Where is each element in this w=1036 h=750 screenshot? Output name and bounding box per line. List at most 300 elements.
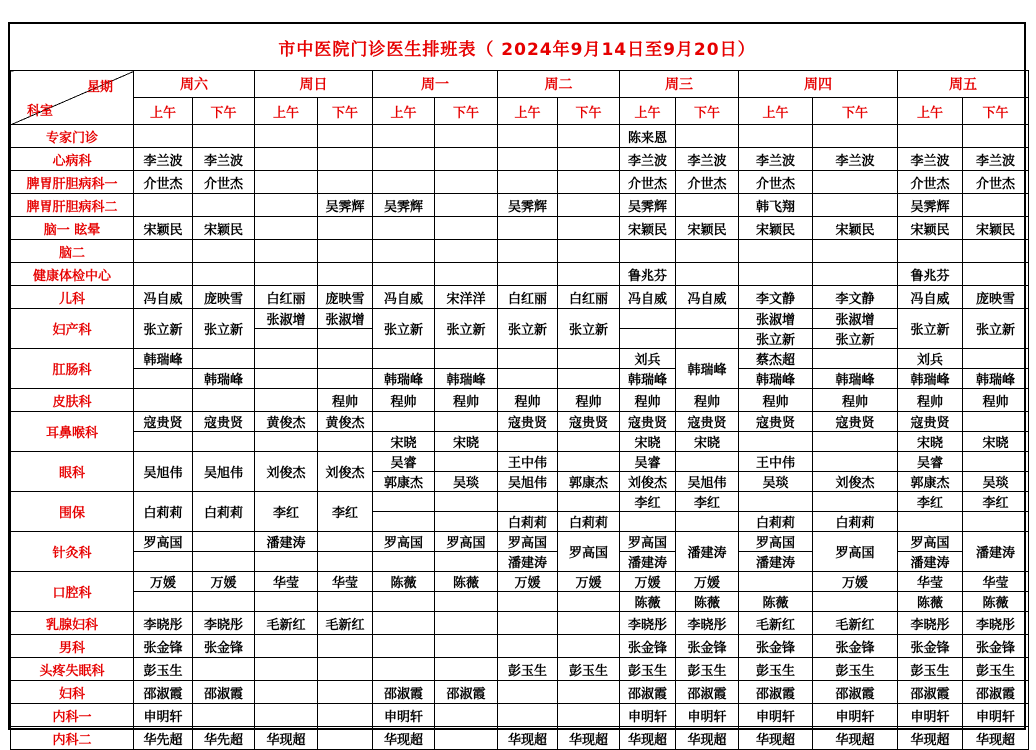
schedule-cell (739, 492, 813, 512)
schedule-cell (318, 592, 373, 612)
schedule-cell (134, 240, 193, 263)
schedule-cell: 吴睿 (373, 452, 435, 472)
schedule-cell: 韩瑞峰 (435, 369, 498, 389)
schedule-cell (813, 452, 898, 472)
schedule-cell (255, 329, 318, 349)
schedule-cell (813, 240, 898, 263)
schedule-cell: 韩瑞峰 (620, 369, 676, 389)
schedule-cell: 张立新 (739, 329, 813, 349)
schedule-cell: 白红丽 (558, 286, 620, 309)
schedule-cell (255, 432, 318, 452)
schedule-cell: 李晓彤 (676, 612, 739, 635)
dept-name: 男科 (11, 635, 134, 658)
schedule-cell (318, 681, 373, 704)
schedule-cell (318, 349, 373, 369)
schedule-cell: 邵淑霞 (435, 681, 498, 704)
schedule-cell (739, 240, 813, 263)
schedule-cell: 寇贵贤 (193, 412, 255, 432)
schedule-cell: 寇贵贤 (898, 412, 963, 432)
schedule-cell (435, 349, 498, 369)
schedule-cell: 华现超 (676, 727, 739, 750)
schedule-cell (813, 592, 898, 612)
pm-header: 下午 (318, 98, 373, 125)
schedule-cell (558, 432, 620, 452)
schedule-cell: 郭康杰 (373, 472, 435, 492)
schedule-cell: 程帅 (373, 389, 435, 412)
schedule-cell: 蔡杰超 (739, 349, 813, 369)
schedule-cell (963, 512, 1029, 532)
schedule-cell (498, 612, 558, 635)
schedule-cell: 李晓彤 (193, 612, 255, 635)
schedule-cell (318, 263, 373, 286)
pm-header: 下午 (435, 98, 498, 125)
schedule-cell: 王中伟 (739, 452, 813, 472)
schedule-cell: 吴旭伟 (676, 472, 739, 492)
schedule-cell: 介世杰 (134, 171, 193, 194)
schedule-cell (193, 658, 255, 681)
schedule-cell (373, 171, 435, 194)
schedule-cell: 陈薇 (373, 572, 435, 592)
schedule-cell (498, 125, 558, 148)
schedule-cell (963, 452, 1029, 472)
schedule-cell: 万媛 (676, 572, 739, 592)
schedule-cell: 鲁兆芬 (620, 263, 676, 286)
corner-week-label: 星期 (86, 80, 113, 95)
schedule-cell: 冯自威 (134, 286, 193, 309)
schedule-cell: 李兰波 (813, 148, 898, 171)
schedule-cell: 介世杰 (963, 171, 1029, 194)
schedule-table (10, 70, 1029, 750)
schedule-cell: 鲁兆芬 (898, 263, 963, 286)
schedule-cell: 宋颖民 (620, 217, 676, 240)
schedule-cell (373, 148, 435, 171)
schedule-cell (193, 704, 255, 727)
schedule-cell: 潘建涛 (620, 552, 676, 572)
schedule-cell: 程帅 (435, 389, 498, 412)
schedule-cell: 宋颖民 (963, 217, 1029, 240)
schedule-cell: 刘俊杰 (255, 452, 318, 492)
schedule-cell (255, 194, 318, 217)
schedule-cell (373, 612, 435, 635)
schedule-cell: 介世杰 (676, 171, 739, 194)
dept-name: 脾胃肝胆病科一 (11, 171, 134, 194)
schedule-cell (134, 592, 193, 612)
schedule-cell (498, 349, 558, 369)
schedule-cell: 吴睿 (898, 452, 963, 472)
schedule-cell: 申明轩 (620, 704, 676, 727)
schedule-cell: 宋晓 (963, 432, 1029, 452)
dept-name: 头疼失眠科 (11, 658, 134, 681)
schedule-cell: 彭玉生 (813, 658, 898, 681)
schedule-cell: 李红 (318, 492, 373, 532)
schedule-cell: 陈薇 (739, 592, 813, 612)
schedule-cell: 邵淑霞 (963, 681, 1029, 704)
schedule-cell: 韩瑞峰 (963, 369, 1029, 389)
dept-name: 心病科 (11, 148, 134, 171)
schedule-cell: 吴霁辉 (373, 194, 435, 217)
schedule-cell (676, 194, 739, 217)
schedule-cell (620, 240, 676, 263)
schedule-cell: 张金锋 (739, 635, 813, 658)
schedule-cell (318, 727, 373, 750)
schedule-cell (435, 612, 498, 635)
schedule-cell: 彭玉生 (676, 658, 739, 681)
schedule-cell (558, 263, 620, 286)
schedule-cell (498, 635, 558, 658)
schedule-cell (558, 592, 620, 612)
schedule-cell: 宋晓 (898, 432, 963, 452)
schedule-cell: 程帅 (318, 389, 373, 412)
schedule-cell: 张金锋 (676, 635, 739, 658)
schedule-cell (676, 309, 739, 329)
schedule-cell: 华现超 (813, 727, 898, 750)
schedule-cell (255, 349, 318, 369)
schedule-cell (318, 217, 373, 240)
schedule-cell (134, 552, 193, 572)
schedule-cell: 冯自威 (898, 286, 963, 309)
schedule-cell: 申明轩 (963, 704, 1029, 727)
schedule-cell: 邵淑霞 (676, 681, 739, 704)
schedule-cell: 韩瑞峰 (898, 369, 963, 389)
schedule-cell: 寇贵贤 (498, 412, 558, 432)
dept-name: 皮肤科 (11, 389, 134, 412)
schedule-cell (498, 369, 558, 389)
schedule-cell (558, 194, 620, 217)
schedule-cell (435, 412, 498, 432)
schedule-cell (373, 217, 435, 240)
schedule-cell (255, 681, 318, 704)
schedule-cell: 郭康杰 (558, 472, 620, 492)
schedule-cell: 宋颖民 (898, 217, 963, 240)
dept-name: 乳腺妇科 (11, 612, 134, 635)
schedule-cell (676, 125, 739, 148)
schedule-cell: 宋晓 (676, 432, 739, 452)
schedule-cell (435, 492, 498, 512)
schedule-cell (498, 432, 558, 452)
schedule-cell (498, 240, 558, 263)
dept-name: 专家门诊 (11, 125, 134, 148)
schedule-cell: 潘建涛 (498, 552, 558, 572)
am-header: 上午 (739, 98, 813, 125)
schedule-cell: 华先超 (193, 727, 255, 750)
schedule-cell: 李晓彤 (620, 612, 676, 635)
schedule-cell: 庞映雪 (318, 286, 373, 309)
schedule-cell: 万媛 (813, 572, 898, 592)
schedule-cell (558, 171, 620, 194)
schedule-cell: 宋颖民 (813, 217, 898, 240)
schedule-cell (620, 309, 676, 329)
day-header-7: 周五 (898, 71, 1029, 98)
schedule-cell (193, 240, 255, 263)
schedule-cell (193, 349, 255, 369)
schedule-cell: 陈薇 (963, 592, 1029, 612)
schedule-cell (963, 194, 1029, 217)
schedule-cell: 华现超 (739, 727, 813, 750)
schedule-cell (373, 592, 435, 612)
corner-dept-label: 科室 (27, 104, 54, 119)
schedule-cell (318, 125, 373, 148)
schedule-cell: 华现超 (373, 727, 435, 750)
dept-name: 针灸科 (11, 532, 134, 572)
schedule-cell (498, 592, 558, 612)
schedule-cell (813, 263, 898, 286)
schedule-cell (676, 329, 739, 349)
schedule-cell: 李文静 (813, 286, 898, 309)
dept-name: 脑一 眩晕 (11, 217, 134, 240)
dept-name: 肛肠科 (11, 349, 134, 389)
pm-header: 下午 (963, 98, 1029, 125)
dept-name: 口腔科 (11, 572, 134, 612)
schedule-cell: 白莉莉 (558, 512, 620, 532)
title-bar (10, 24, 1024, 70)
schedule-cell (255, 171, 318, 194)
schedule-cell: 介世杰 (739, 171, 813, 194)
schedule-cell: 吴琰 (963, 472, 1029, 492)
schedule-cell (739, 125, 813, 148)
schedule-cell: 华现超 (898, 727, 963, 750)
schedule-cell: 宋颖民 (193, 217, 255, 240)
schedule-cell: 李红 (620, 492, 676, 512)
schedule-cell (255, 635, 318, 658)
schedule-cell: 宋颖民 (676, 217, 739, 240)
dept-name: 脾胃肝胆病科二 (11, 194, 134, 217)
schedule-cell (134, 432, 193, 452)
schedule-cell (255, 148, 318, 171)
schedule-cell: 李红 (898, 492, 963, 512)
dept-name: 眼科 (11, 452, 134, 492)
schedule-cell: 罗高国 (620, 532, 676, 552)
schedule-cell (193, 432, 255, 452)
schedule-cell (134, 194, 193, 217)
schedule-cell: 华莹 (898, 572, 963, 592)
schedule-cell (813, 492, 898, 512)
schedule-cell (373, 263, 435, 286)
schedule-cell (898, 512, 963, 532)
schedule-cell: 吴旭伟 (193, 452, 255, 492)
schedule-cell: 毛新红 (255, 612, 318, 635)
schedule-cell: 张立新 (134, 309, 193, 349)
schedule-cell: 邵淑霞 (813, 681, 898, 704)
schedule-cell (813, 194, 898, 217)
schedule-cell: 申明轩 (676, 704, 739, 727)
schedule-cell (255, 125, 318, 148)
schedule-cell (373, 512, 435, 532)
schedule-cell: 冯自威 (676, 286, 739, 309)
page-title: 市中医院门诊医生排班表（ 2024年9月14日至9月20日） (278, 39, 756, 60)
schedule-cell: 邵淑霞 (898, 681, 963, 704)
schedule-cell (435, 125, 498, 148)
schedule-cell (498, 704, 558, 727)
schedule-cell: 华先超 (134, 727, 193, 750)
schedule-cell: 宋洋洋 (435, 286, 498, 309)
schedule-cell: 宋颖民 (134, 217, 193, 240)
schedule-cell: 寇贵贤 (813, 412, 898, 432)
schedule-cell (558, 635, 620, 658)
schedule-cell: 李兰波 (963, 148, 1029, 171)
schedule-cell: 张立新 (193, 309, 255, 349)
schedule-cell: 白莉莉 (813, 512, 898, 532)
schedule-cell: 李晓彤 (963, 612, 1029, 635)
schedule-cell: 彭玉生 (134, 658, 193, 681)
schedule-cell: 庞映雪 (193, 286, 255, 309)
schedule-cell: 申明轩 (813, 704, 898, 727)
schedule-cell: 彭玉生 (558, 658, 620, 681)
schedule-cell: 张金锋 (193, 635, 255, 658)
schedule-cell: 张立新 (498, 309, 558, 349)
schedule-cell (898, 125, 963, 148)
schedule-cell: 吴霁辉 (498, 194, 558, 217)
schedule-cell: 罗高国 (373, 532, 435, 552)
schedule-cell (373, 412, 435, 432)
schedule-cell: 李兰波 (134, 148, 193, 171)
schedule-cell: 华现超 (255, 727, 318, 750)
schedule-cell: 潘建涛 (898, 552, 963, 572)
day-header-5: 周三 (620, 71, 739, 98)
am-header: 上午 (373, 98, 435, 125)
schedule-cell: 程帅 (898, 389, 963, 412)
day-header-4: 周二 (498, 71, 620, 98)
schedule-cell: 李红 (255, 492, 318, 532)
schedule-cell: 郭康杰 (898, 472, 963, 492)
schedule-cell (373, 125, 435, 148)
schedule-cell (255, 217, 318, 240)
schedule-cell: 毛新红 (739, 612, 813, 635)
schedule-cell (676, 512, 739, 532)
schedule-cell: 陈薇 (435, 572, 498, 592)
schedule-cell (498, 148, 558, 171)
am-header: 上午 (620, 98, 676, 125)
schedule-cell: 张金锋 (620, 635, 676, 658)
schedule-cell (373, 552, 435, 572)
schedule-cell: 张立新 (898, 309, 963, 349)
day-header-3: 周一 (373, 71, 498, 98)
schedule-cell: 张淑增 (739, 309, 813, 329)
schedule-cell: 华莹 (318, 572, 373, 592)
schedule-cell (373, 658, 435, 681)
schedule-cell: 李晓彤 (134, 612, 193, 635)
schedule-cell (739, 263, 813, 286)
schedule-cell (255, 552, 318, 572)
pm-header: 下午 (813, 98, 898, 125)
schedule-cell: 程帅 (963, 389, 1029, 412)
schedule-cell (193, 263, 255, 286)
schedule-cell (558, 125, 620, 148)
schedule-cell (255, 592, 318, 612)
schedule-cell: 华现超 (963, 727, 1029, 750)
dept-name: 脑二 (11, 240, 134, 263)
schedule-cell: 冯自威 (373, 286, 435, 309)
schedule-cell: 罗高国 (558, 532, 620, 572)
schedule-cell (193, 532, 255, 552)
schedule-cell (558, 148, 620, 171)
schedule-cell: 万媛 (558, 572, 620, 592)
schedule-cell: 白莉莉 (739, 512, 813, 532)
dept-name: 妇科 (11, 681, 134, 704)
schedule-cell (435, 171, 498, 194)
schedule-cell: 宋晓 (620, 432, 676, 452)
am-header: 上午 (255, 98, 318, 125)
schedule-cell: 申明轩 (898, 704, 963, 727)
schedule-cell: 王中伟 (498, 452, 558, 472)
schedule-cell: 邵淑霞 (373, 681, 435, 704)
schedule-cell: 吴琰 (435, 472, 498, 492)
schedule-cell: 彭玉生 (620, 658, 676, 681)
schedule-cell (435, 592, 498, 612)
schedule-cell: 李兰波 (739, 148, 813, 171)
schedule-cell (558, 452, 620, 472)
schedule-cell: 韩飞翔 (739, 194, 813, 217)
schedule-cell: 黄俊杰 (318, 412, 373, 432)
schedule-cell: 吴旭伟 (498, 472, 558, 492)
schedule-cell: 介世杰 (898, 171, 963, 194)
schedule-cell: 陈薇 (676, 592, 739, 612)
schedule-cell (134, 125, 193, 148)
schedule-cell: 张立新 (558, 309, 620, 349)
schedule-cell (255, 263, 318, 286)
schedule-cell: 彭玉生 (739, 658, 813, 681)
schedule-cell: 李晓彤 (898, 612, 963, 635)
schedule-cell (620, 329, 676, 349)
schedule-cell: 彭玉生 (498, 658, 558, 681)
schedule-cell: 吴霁辉 (620, 194, 676, 217)
schedule-cell: 张立新 (813, 329, 898, 349)
dept-name: 妇产科 (11, 309, 134, 349)
schedule-cell (963, 349, 1029, 369)
schedule-cell (498, 171, 558, 194)
schedule-cell (813, 432, 898, 452)
schedule-cell: 寇贵贤 (676, 412, 739, 432)
schedule-cell: 华莹 (255, 572, 318, 592)
am-header: 上午 (134, 98, 193, 125)
schedule-cell (813, 349, 898, 369)
schedule-cell (134, 263, 193, 286)
schedule-cell (558, 217, 620, 240)
schedule-cell: 万媛 (134, 572, 193, 592)
schedule-cell (498, 681, 558, 704)
pm-header: 下午 (558, 98, 620, 125)
schedule-cell (498, 492, 558, 512)
schedule-cell: 韩瑞峰 (813, 369, 898, 389)
schedule-cell: 申明轩 (739, 704, 813, 727)
dept-name: 儿科 (11, 286, 134, 309)
schedule-cell (498, 263, 558, 286)
schedule-cell (318, 369, 373, 389)
schedule-cell: 陈薇 (620, 592, 676, 612)
schedule-cell (963, 240, 1029, 263)
schedule-cell (373, 240, 435, 263)
schedule-cell: 寇贵贤 (739, 412, 813, 432)
schedule-cell: 黄俊杰 (255, 412, 318, 432)
schedule-cell (435, 635, 498, 658)
schedule-cell (558, 240, 620, 263)
schedule-cell (193, 592, 255, 612)
schedule-cell (318, 658, 373, 681)
schedule-cell (435, 658, 498, 681)
schedule-cell: 彭玉生 (963, 658, 1029, 681)
schedule-cell: 白莉莉 (134, 492, 193, 532)
schedule-cell: 宋晓 (435, 432, 498, 452)
pm-header: 下午 (193, 98, 255, 125)
corner-header-cell (11, 71, 134, 125)
schedule-cell: 宋晓 (373, 432, 435, 452)
schedule-cell: 程帅 (620, 389, 676, 412)
schedule-cell: 白莉莉 (498, 512, 558, 532)
pm-header: 下午 (676, 98, 739, 125)
schedule-cell: 华莹 (963, 572, 1029, 592)
schedule-cell: 张淑增 (318, 309, 373, 329)
schedule-cell: 吴霁辉 (318, 194, 373, 217)
schedule-cell: 罗高国 (435, 532, 498, 552)
